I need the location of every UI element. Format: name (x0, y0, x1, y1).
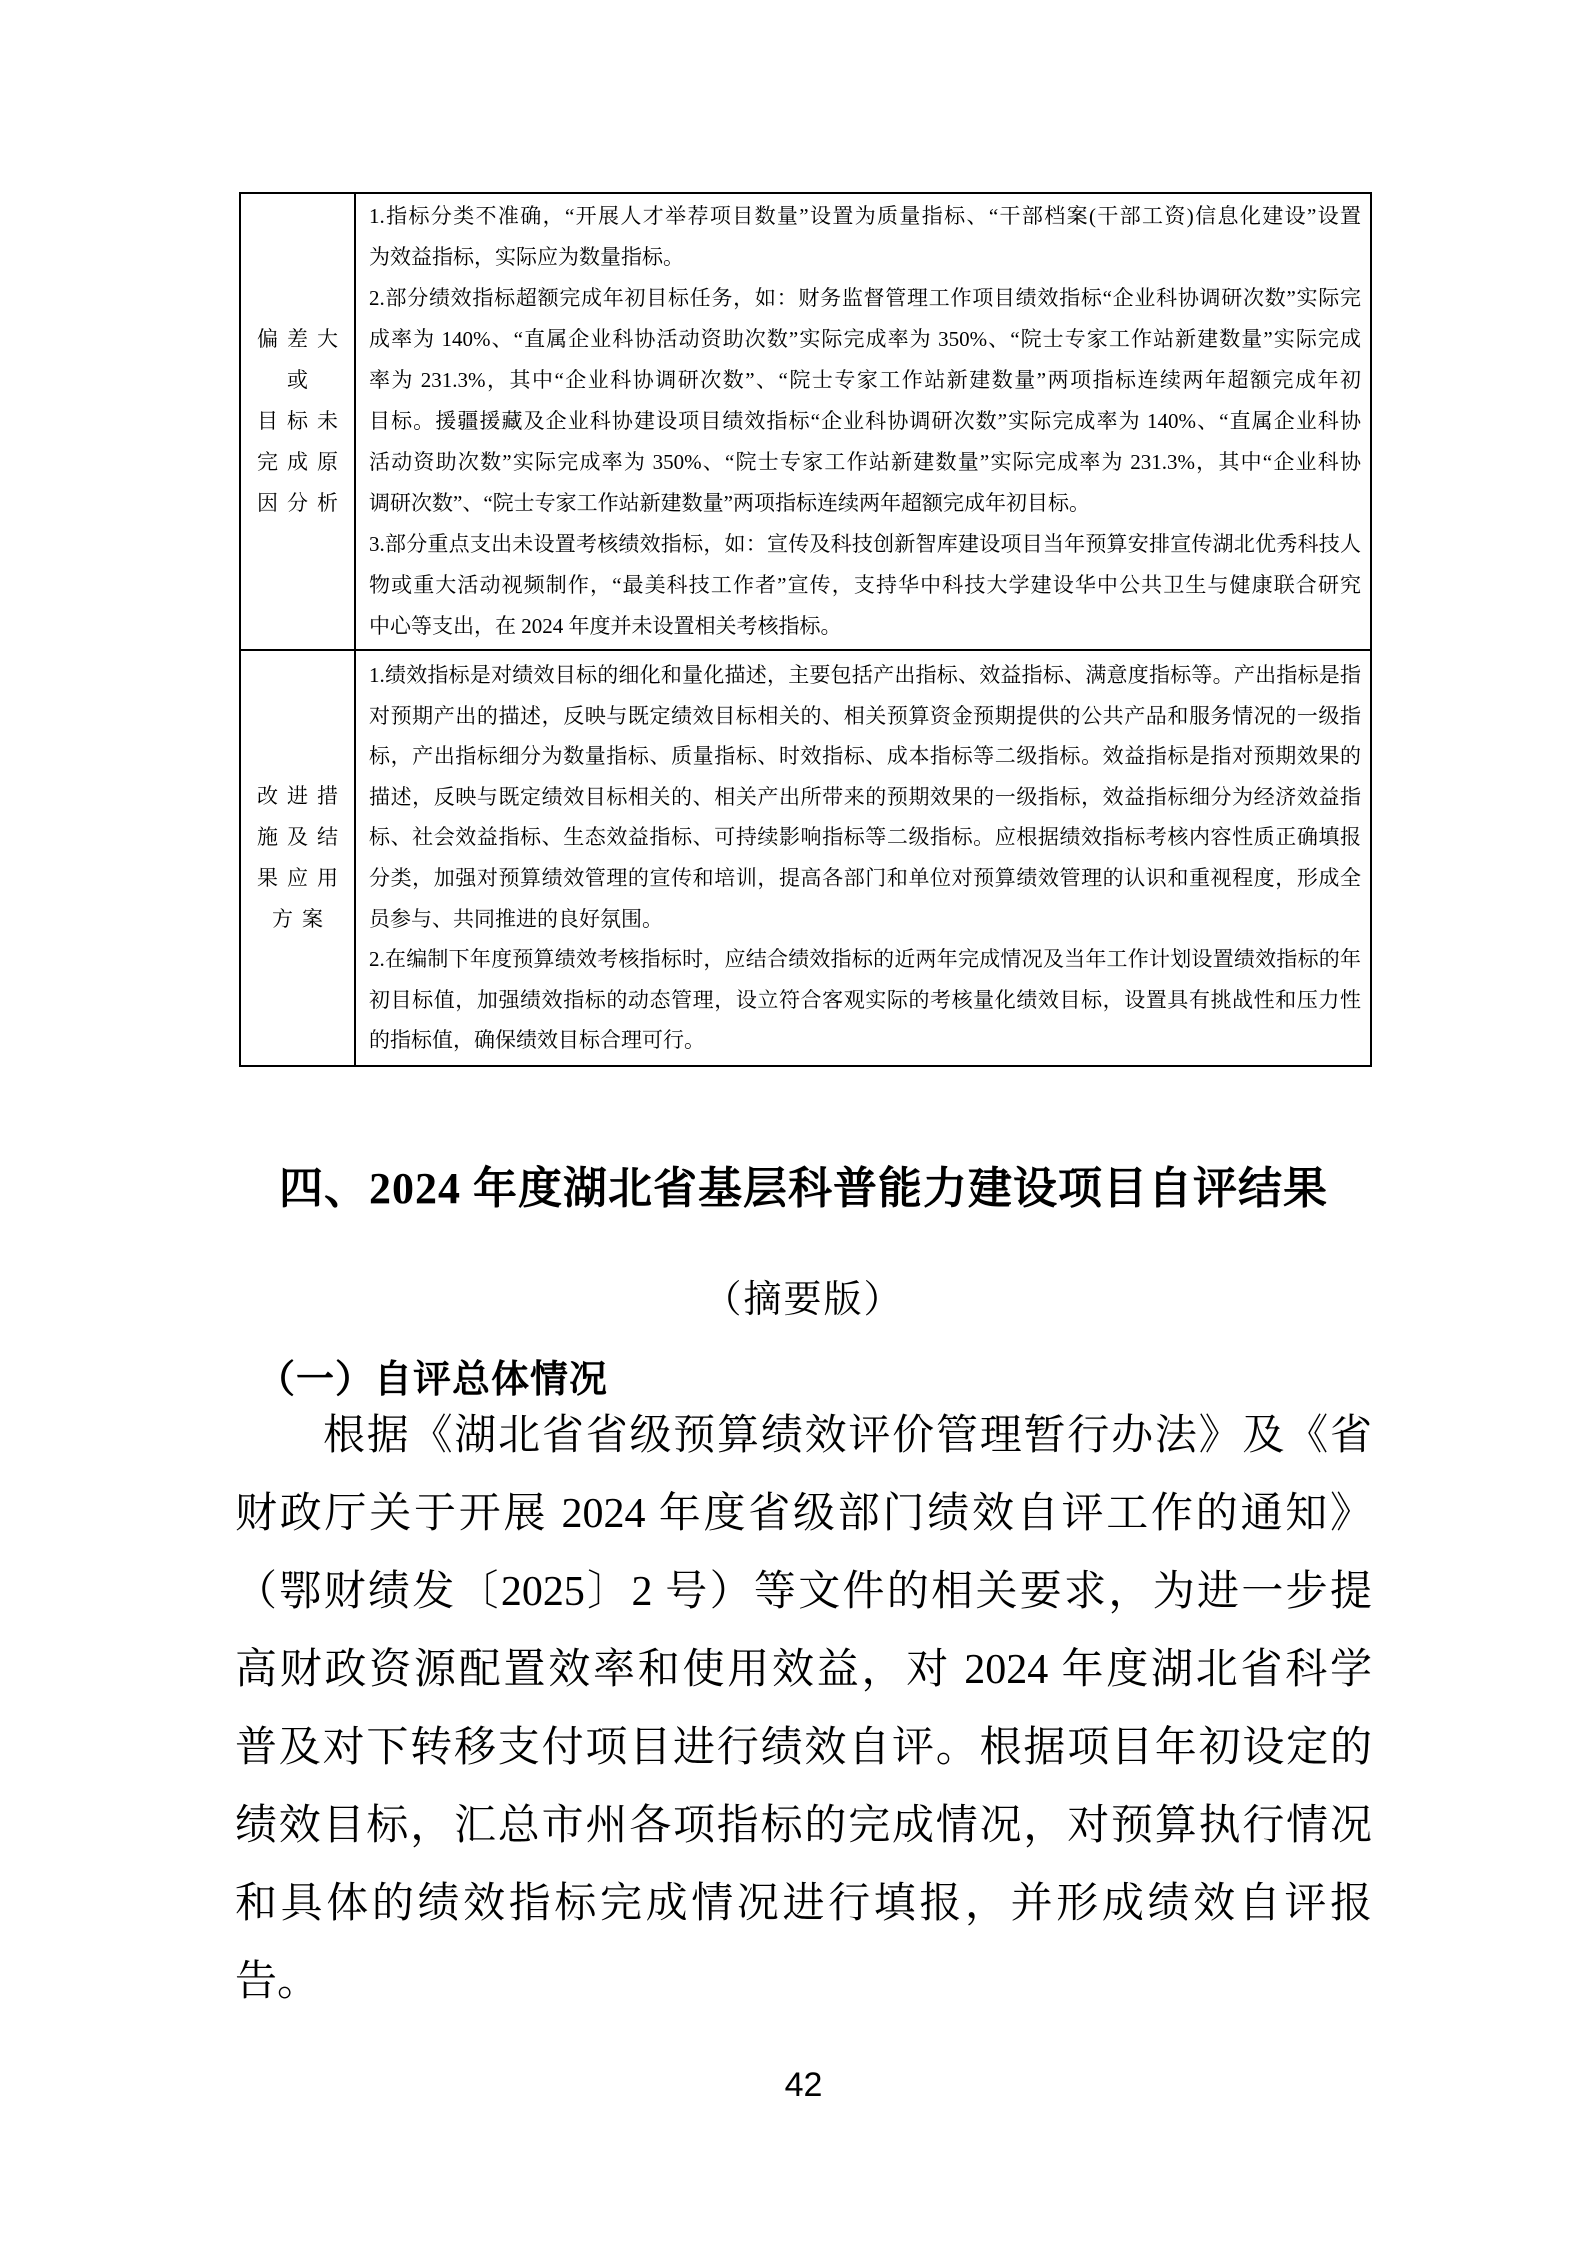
table-content-line: 成率为 140%、“直属企业科协活动资助次数”实际完成率为 350%、“院士专家工作站新建数量”实际完成 (369, 327, 1361, 351)
table-row-label-line: 完成原 (257, 450, 347, 474)
table-content-line: 活动资助次数”实际完成率为 350%、“院士专家工作站新建数量”实际完成率为 231.3%，其中“企业科协 (369, 450, 1361, 474)
table-row-improvement-plan (241, 651, 1370, 1065)
table-content-line: 物或重大活动视频制作，“最美科技工作者”宣传，支持华中科技大学建设华中公共卫生与健康联合研究 (369, 573, 1361, 597)
table-content-line: 率为 231.3%，其中“企业科协调研次数”、“院士专家工作站新建数量”两项指标连续两年超额完成年初 (369, 368, 1361, 392)
table-content-line: 分类，加强对预算绩效管理的宣传和培训，提高各部门和单位对预算绩效管理的认识和重视程度，形成全 (369, 866, 1361, 890)
table-content-line: 标，产出指标细分为数量指标、质量指标、时效指标、成本指标等二级指标。效益指标是指对预期效果的 (369, 744, 1361, 769)
table-content-line: 目标。援疆援藏及企业科协建设项目绩效指标“企业科协调研次数”实际完成率为 140%、“直属企业科协 (369, 409, 1361, 433)
self-evaluation-paragraph (235, 1397, 1372, 2021)
table-row-deviation-reason (241, 194, 1370, 651)
table-content-line: 中心等支出，在 2024 年度并未设置相关考核指标。 (369, 614, 842, 638)
table-row-label-line: 偏差大 (257, 327, 347, 351)
table-content-line: 2.在编制下年度预算绩效考核指标时，应结合绩效指标的近两年完成情况及当年工作计划设置绩效指标的年 (369, 947, 1361, 972)
paragraph-line: 普及对下转移支付项目进行绩效自评。根据项目年初设定的 (235, 1725, 1372, 1771)
table-content-line: 1.指标分类不准确，“开展人才举荐项目数量”设置为质量指标、“干部档案(干部工资)信息化建设”设置 (369, 204, 1361, 228)
paragraph-line: 和具体的绩效指标完成情况进行填报，并形成绩效自评报 (235, 1881, 1372, 1927)
paragraph-line: 告。 (235, 1959, 320, 2005)
table-content-line: 的指标值，确保绩效目标合理可行。 (369, 1028, 705, 1053)
paragraph-line: 根据《湖北省省级预算绩效评价管理暂行办法》及《省 (323, 1413, 1372, 1459)
table-row-label-line: 因分析 (257, 491, 347, 515)
table-row-label-cell (241, 651, 356, 1065)
paragraph-line: （鄂财绩发〔2025〕2 号）等文件的相关要求，为进一步提 (235, 1569, 1372, 1615)
table-content-line: 3.部分重点支出未设置考核绩效指标，如：宣传及科技创新智库建设项目当年预算安排宣传湖北优秀科技人 (369, 532, 1361, 556)
table-row-label-line: 目标未 (257, 409, 347, 433)
table-content-line: 2.部分绩效指标超额完成年初目标任务，如：财务监督管理工作项目绩效指标“企业科协调研次数”实际完 (369, 286, 1361, 310)
table-content-line: 1.绩效指标是对绩效目标的细化和量化描述，主要包括产出指标、效益指标、满意度指标等。产出指标是指 (369, 663, 1361, 688)
table-row-label-line: 或 (287, 368, 317, 392)
table-content-line: 初目标值，加强绩效指标的动态管理，设立符合客观实际的考核量化绩效目标，设置具有挑战性和压力性 (369, 987, 1361, 1012)
table-row-content-cell (356, 194, 1370, 649)
paragraph-line: 高财政资源配置效率和使用效益，对 2024 年度湖北省科学 (235, 1647, 1372, 1693)
table-content-line: 为效益指标，实际应为数量指标。 (369, 245, 684, 269)
deviation-analysis-table (239, 192, 1372, 1067)
table-content-line: 员参与、共同推进的良好氛围。 (369, 906, 663, 931)
table-content-line: 标、社会效益指标、生态效益指标、可持续影响指标等二级指标。应根据绩效指标考核内容性质正确填报 (369, 825, 1361, 850)
paragraph-line: 财政厅关于开展 2024 年度省级部门绩效自评工作的通知》 (235, 1491, 1372, 1537)
table-content-line: 对预期产出的描述，反映与既定绩效目标相关的、相关预算资金预期提供的公共产品和服务情况的一级指 (369, 703, 1361, 728)
paragraph-line: 绩效目标，汇总市州各项指标的完成情况，对预算执行情况 (235, 1803, 1372, 1849)
table-row-content-cell (356, 651, 1370, 1065)
table-row-label-line: 果应用 (257, 866, 347, 890)
subtitle-heading: （摘要版） (703, 1279, 904, 1321)
table-content-line: 调研次数”、“院士专家工作站新建数量”两项指标连续两年超额完成年初目标。 (369, 491, 1090, 515)
table-row-label-cell (241, 194, 356, 649)
subsection-heading: （一）自评总体情况 (257, 1359, 609, 1401)
section-heading: 四、2024 年度湖北省基层科普能力建设项目自评结果 (279, 1164, 1328, 1213)
table-row-label-line: 施及结 (257, 825, 347, 849)
table-row-label-line: 方案 (272, 907, 332, 931)
table-row-label-line: 改进措 (257, 784, 347, 808)
page-number: 42 (784, 2066, 823, 2104)
table-content-line: 描述，反映与既定绩效目标相关的、相关产出所带来的预期效果的一级指标，效益指标细分为经济效益指 (369, 784, 1361, 809)
